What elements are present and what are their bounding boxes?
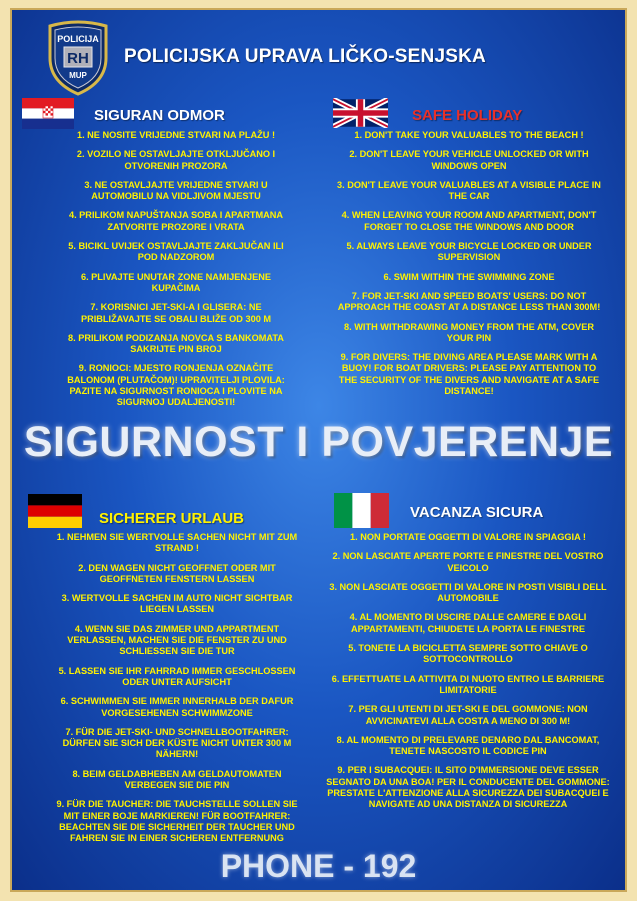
list-item: 1. DON'T TAKE YOUR VALUABLES TO THE BEACH ! [354, 130, 584, 140]
list-item: 8. AL MOMENTO DI PRELEVARE DENARO DAL BANCOMAT, TENETE NASCOSTO IL CODICE PIN [336, 734, 600, 757]
it-section-title: VACANZA SICURA [410, 504, 544, 521]
list-item: 3. NE OSTAVLJAJTE VRIJEDNE STVARI U AUTOMOBILU NA VIDLJIVOM MJESTU [84, 179, 268, 202]
phone-number: PHONE - 192 [220, 848, 417, 884]
header-title: POLICIJSKA UPRAVA LIČKO-SENJSKA [124, 46, 486, 67]
list-item: 9. PER I SUBACQUEI: IL SITO D'IMMERSIONE DEVE ESSER SEGNATO DA UNA BOA! PER IL CONDUCENTE DEL GOMMONE: PRESTATE L'ATTENZIONE ALLA SICUREZZA DEI SUBACQUEI E NAVIGATE AD UNA DISTANZA DI SICUREZZA [326, 765, 610, 810]
it-tips-list [322, 532, 614, 819]
list-item: 9. RONIOCI: MJESTO RONJENJA OZNAČITE BALONOM (PLUTAČOM)! UPRAVITELJI PLOVILA: PAZITE NA SIGURNOST RONIOCA I PLOVITE NA SIGURNOJ UDALJENOSTI! [67, 363, 285, 408]
hr-section-title: SIGURAN ODMOR [94, 107, 225, 124]
list-item: 8. BEIM GELDABHEBEN AM GELDAUTOMATEN VERBEGEN SIE DIE PIN [72, 768, 282, 791]
list-item: 8. WITH WITHDRAWING MONEY FROM THE ATM, COVER YOUR PIN [344, 321, 594, 343]
list-item: 4. WHEN LEAVING YOUR ROOM AND APARTMENT, DON'T FORGET TO CLOSE THE WINDOWS AND DOOR [341, 210, 597, 232]
list-item: 8. PRILIKOM PODIZANJA NOVCA S BANKOMATA SAKRIJTE PIN BROJ [68, 332, 284, 355]
slogan-title: SIGURNOST I POVJERENJE [23, 418, 614, 466]
list-item: 4. PRILIKOM NAPUŠTANJA SOBA I APARTMANA ZATVORITE PROZORE I VRATA [68, 210, 284, 232]
list-item: 5. LASSEN SIE IHR FAHRRAD IMMER GESCHLOSSEN ODER UNTER AUFSICHT [58, 665, 296, 687]
list-item: 2. DON'T LEAVE YOUR VEHICLE UNLOCKED OR WITH WINDOWS OPEN [349, 149, 589, 171]
badge-top-text: POLICIJA [57, 34, 99, 44]
list-item: 3. NON LASCIATE OGGETTI DI VALORE IN POSTI VISIBLI DELL AUTOMOBILE [329, 581, 607, 604]
de-section-title: SICHERER URLAUB [99, 510, 245, 527]
list-item: 4. WENN SIE DAS ZIMMER UND APPARTMENT VERLASSEN, MACHEN SIE DIE FENSTER ZU UND SCHLIESSEN SIE DIE TUR [67, 623, 287, 657]
list-item: 3. DON'T LEAVE YOUR VALUABLES AT A VISIBLE PLACE IN THE CAR [337, 179, 601, 202]
badge-middle-text: RH [67, 50, 89, 67]
list-item: 1. NEHMEN SIE WERTVOLLE SACHEN NICHT MIT ZUM STRAND ! [56, 532, 298, 554]
list-item: 1. NON PORTATE OGGETTI DI VALORE IN SPIAGGIA ! [350, 532, 586, 542]
en-section-title: SAFE HOLIDAY [412, 107, 523, 124]
de-tips-list [52, 532, 302, 853]
list-item: 2. NON LASCIATE APERTE PORTE E FINESTRE DEL VOSTRO VEICOLO [332, 551, 604, 573]
list-item: 9. FÜR DIE TAUCHER: DIE TAUCHSTELLE SOLLEN SIE MIT EINER BOJE MARKIEREN! FÜR BOOTFAHRER: BEACHTEN SIE DIE SICHERHEIT DER TAUCHER UND FAHREN SIE IN EINER SICHEREN ENTFERNUNG [56, 799, 298, 844]
list-item: 1. NE NOSITE VRIJEDNE STVARI NA PLAŽU ! [76, 130, 276, 140]
list-item: 6. SCHWIMMEN SIE IMMER INNERHALB DER DAFUR VORGESEHENEN SCHWIMMZONE [60, 696, 294, 718]
hr-tips-list [60, 130, 292, 417]
list-item: 5. BICIKL UVIJEK OSTAVLJAJTE ZAKLJUČAN ILI POD NADZOROM [68, 241, 284, 263]
list-item: 2. VOZILO NE OSTAVLJAJTE OTKLJUČANO I OTVORENIH PROZORA [76, 149, 276, 171]
list-item: 9. FOR DIVERS: THE DIVING AREA PLEASE MARK WITH A BUOY! FOR BOAT DRIVERS: PLEASE PAY ATTENTION TO THE SECURITY OF THE DIVERS AND NAVIGATE AT A SAFE DISTANCE! [338, 352, 600, 397]
list-item: 3. WERTVOLLE SACHEN IM AUTO NICHT SICHTBAR LIEGEN LASSEN [61, 593, 293, 615]
badge-bottom-text: MUP [69, 71, 87, 80]
en-tips-list [334, 130, 604, 405]
list-item: 5. ALWAYS LEAVE YOUR BICYCLE LOCKED OR UNDER SUPERVISION [346, 241, 592, 263]
list-item: 7. FOR JET-SKI AND SPEED BOATS' USERS: DO NOT APPROACH THE COAST AT A DISTANCE LESS THAN 300M! [337, 290, 601, 313]
list-item: 4. AL MOMENTO DI USCIRE DALLE CAMERE E DAGLI APPARTAMENTI, CHIUDETE LA PORTA LE FINESTRE [349, 612, 587, 634]
list-item: 6. SWIM WITHIN THE SWIMMING ZONE [383, 271, 555, 282]
uk-flag-icon [333, 98, 388, 128]
list-item: 6. EFFETTUATE LA ATTIVITA DI NUOTO ENTRO LE BARRIERE LIMITATORIE [331, 673, 605, 695]
list-item: 7. PER GLI UTENTI DI JET-SKI E DEL GOMMONE: NON AVVICINATEVI ALLA COSTA A MENO DI 300 M! [348, 704, 588, 726]
italy-flag-icon [334, 493, 389, 528]
list-item: 7. FÜR DIE JET-SKI- UND SCHNELLBOOTFAHRER: DÜRFEN SIE SICH DER KÜSTE NICHT UNTER 300 M NÄHERN! [62, 726, 292, 760]
list-item: 5. TONETE LA BICICLETTA SEMPRE SOTTO CHIAVE O SOTTOCONTROLLO [348, 643, 588, 665]
list-item: 2. DEN WAGEN NICHT GEOFFNET ODER MIT GEOFFNETEN FENSTERN LASSEN [78, 562, 276, 584]
list-item: 6. PLIVAJTE UNUTAR ZONE NAMIJENJENE KUPAČIMA [80, 271, 272, 293]
police-badge-icon [46, 20, 110, 96]
poster [10, 8, 627, 892]
croatia-flag-icon [22, 98, 74, 129]
list-item: 7. KORISNICI JET-SKI-A I GLISERA: NE PRIBLIŽAVAJTE SE OBALI BLIŽE OD 300 M [80, 302, 272, 324]
germany-flag-icon [28, 494, 82, 528]
